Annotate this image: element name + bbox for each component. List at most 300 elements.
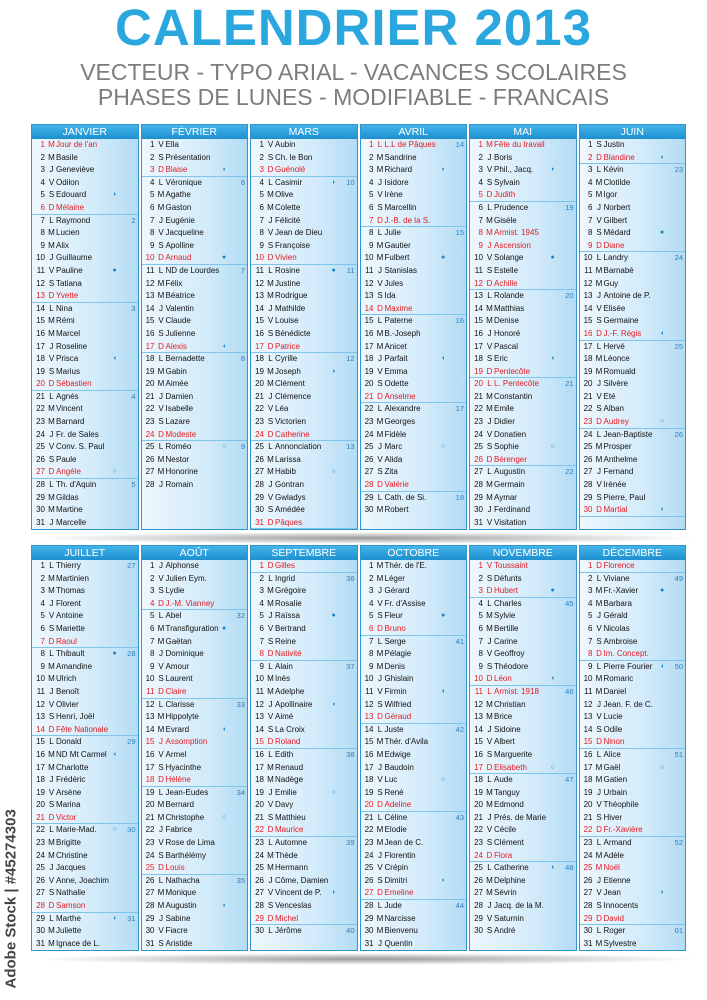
day-number: 2 xyxy=(369,573,374,583)
day-row xyxy=(142,328,248,341)
saint-name: Roseline xyxy=(56,341,88,351)
weekday-letter: S xyxy=(158,674,164,684)
saint-name: Cyrille xyxy=(275,354,298,364)
day-number: 22 xyxy=(255,404,264,414)
day-number: 15 xyxy=(364,737,374,747)
week-number: 4 xyxy=(131,391,136,401)
weekday-letter: V xyxy=(48,875,55,885)
saint-name: Donald xyxy=(56,737,82,747)
weekday-letter: V xyxy=(486,341,493,351)
saint-name: Fleur xyxy=(384,611,403,621)
weekday-letter: D xyxy=(158,863,164,873)
saint-name: Théophile xyxy=(603,800,639,810)
weekday-letter: L xyxy=(596,926,602,936)
moon-phase-icon: ◗ xyxy=(112,914,117,922)
saint-name: Jacques xyxy=(56,863,86,873)
moon-phase-icon: ○ xyxy=(550,443,555,451)
day-row xyxy=(470,648,576,661)
weekday-letter: J xyxy=(49,517,54,527)
saint-name: Sylvestre xyxy=(603,938,637,948)
day-number: 23 xyxy=(583,417,593,427)
day-row xyxy=(32,164,138,177)
day-row xyxy=(361,466,467,479)
day-row xyxy=(361,636,467,649)
day-number: 30 xyxy=(583,926,593,936)
day-row xyxy=(470,900,576,913)
weekday-letter: M xyxy=(376,573,384,583)
weekday-letter: M xyxy=(376,417,384,427)
day-number: 14 xyxy=(145,724,155,734)
day-row xyxy=(251,774,357,787)
day-number: 9 xyxy=(259,661,264,671)
day-row xyxy=(32,925,138,938)
weekday-letter: M xyxy=(486,787,493,797)
day-number: 11 xyxy=(584,265,593,275)
weekday-letter: V xyxy=(596,712,602,722)
saint-name: Rolande xyxy=(494,291,524,301)
saint-name: Marina xyxy=(56,800,81,810)
day-number: 16 xyxy=(583,749,593,759)
weekday-letter: V xyxy=(48,699,55,709)
weekday-letter: M xyxy=(48,417,55,427)
day-row xyxy=(361,177,467,190)
saint-name: Adelphe xyxy=(275,686,305,696)
weekday-letter: J xyxy=(487,240,492,250)
weekday-letter: L xyxy=(377,404,383,414)
day-row xyxy=(470,699,576,712)
day-number: 20 xyxy=(255,379,264,389)
week-number: 39 xyxy=(346,838,355,848)
moon-phase-icon: ◖ xyxy=(112,750,117,758)
day-row xyxy=(32,240,138,253)
day-number: 5 xyxy=(150,611,155,621)
saint-name: Norbert xyxy=(603,202,631,212)
day-row xyxy=(251,429,357,442)
day-number: 15 xyxy=(145,316,155,326)
day-row xyxy=(32,787,138,800)
day-row xyxy=(32,799,138,812)
month-column xyxy=(31,545,139,951)
day-number: 31 xyxy=(255,517,264,527)
saint-name: Armist. 1945 xyxy=(494,228,539,238)
day-row xyxy=(142,623,248,636)
weekday-letter: M xyxy=(376,737,384,747)
week-number: 8 xyxy=(240,354,245,364)
day-row xyxy=(470,227,576,240)
day-row xyxy=(361,303,467,316)
day-row xyxy=(142,560,248,573)
saint-name: Nathacha xyxy=(165,875,200,885)
weekday-letter: S xyxy=(596,724,602,734)
saint-name: Marie-Mad. xyxy=(56,825,97,835)
day-number: 23 xyxy=(364,417,374,427)
weekday-letter: S xyxy=(158,240,164,250)
day-row xyxy=(580,661,686,674)
day-row xyxy=(251,278,357,291)
saint-name: Honoré xyxy=(494,328,521,338)
weekday-letter: M xyxy=(376,152,384,162)
saint-name: Zita xyxy=(384,467,398,477)
day-row xyxy=(470,303,576,316)
weekday-letter: L xyxy=(158,875,164,885)
weekday-letter: V xyxy=(596,888,602,898)
weekday-letter: L xyxy=(49,825,54,835)
week-number: 43 xyxy=(455,812,464,822)
day-number: 28 xyxy=(145,901,155,911)
saint-name: Antoine xyxy=(56,611,84,621)
saint-name: Firmin xyxy=(384,686,407,696)
day-number: 23 xyxy=(36,417,45,427)
weekday-letter: J xyxy=(487,505,492,515)
day-number: 19 xyxy=(583,366,593,376)
saint-name: Charles xyxy=(494,598,522,608)
day-number: 14 xyxy=(36,724,45,734)
weekday-letter: D xyxy=(158,341,164,351)
weekday-letter: J xyxy=(487,636,492,646)
day-number: 22 xyxy=(474,404,483,414)
saint-name: Hermann xyxy=(275,863,308,873)
moon-phase-icon: ◖ xyxy=(550,675,555,683)
moon-phase-icon: ● xyxy=(222,254,227,262)
day-number: 24 xyxy=(474,429,483,439)
weekday-letter: L xyxy=(377,901,383,911)
week-number: 37 xyxy=(346,661,355,671)
day-row xyxy=(580,736,686,749)
day-number: 24 xyxy=(145,429,155,439)
day-number: 16 xyxy=(36,749,45,759)
saint-name: Aristide xyxy=(165,938,193,948)
day-number: 3 xyxy=(259,586,264,596)
moon-phase-icon: ◖ xyxy=(660,329,665,337)
saint-name: Parfait xyxy=(384,354,408,364)
day-number: 10 xyxy=(583,253,593,263)
moon-phase-icon: ● xyxy=(441,254,446,262)
weekday-letter: D xyxy=(158,598,164,608)
day-number: 20 xyxy=(255,800,264,810)
saint-name: Jean de Dieu xyxy=(275,228,323,238)
day-number: 14 xyxy=(364,303,374,313)
day-number: 22 xyxy=(145,825,155,835)
saint-name: Anselme xyxy=(384,391,416,401)
weekday-letter: L xyxy=(268,838,273,848)
saint-name: Boris xyxy=(494,152,513,162)
day-number: 3 xyxy=(478,165,483,175)
weekday-letter: M xyxy=(486,699,493,709)
day-row xyxy=(32,466,138,479)
day-row xyxy=(580,315,686,328)
day-row xyxy=(361,938,467,951)
weekday-letter: M xyxy=(595,177,603,187)
weekday-letter: S xyxy=(377,291,383,301)
saint-name: Basile xyxy=(56,152,78,162)
day-number: 26 xyxy=(145,454,155,464)
moon-phase-icon: ○ xyxy=(222,813,227,821)
moon-phase-icon: ○ xyxy=(331,788,336,796)
weekday-letter: L xyxy=(487,467,492,477)
day-row xyxy=(251,887,357,900)
day-number: 17 xyxy=(36,341,45,351)
saint-name: Félix xyxy=(165,278,183,288)
day-number: 12 xyxy=(36,699,45,709)
day-row xyxy=(361,164,467,177)
weekday-letter: M xyxy=(267,598,274,608)
month-column xyxy=(360,545,468,951)
saint-name: Olivier xyxy=(56,699,79,709)
weekday-letter: J xyxy=(268,699,273,709)
day-row xyxy=(361,925,467,938)
day-row xyxy=(32,573,138,586)
weekday-letter: V xyxy=(267,712,274,722)
saint-name: Matthieu xyxy=(275,812,306,822)
weekday-letter: M xyxy=(157,190,165,200)
day-number: 20 xyxy=(145,800,155,810)
weekday-letter: D xyxy=(486,278,493,288)
saint-name: Sandrine xyxy=(384,152,417,162)
day-number: 13 xyxy=(474,712,483,722)
saint-name: Justin xyxy=(603,140,625,149)
day-number: 17 xyxy=(364,762,374,772)
saint-name: Christophe xyxy=(165,812,205,822)
day-row xyxy=(251,479,357,492)
saint-name: Florent xyxy=(56,598,81,608)
day-number: 22 xyxy=(255,825,264,835)
day-number: 8 xyxy=(40,228,45,238)
day-number: 6 xyxy=(40,623,45,633)
day-number: 4 xyxy=(259,598,264,608)
weekday-letter: J xyxy=(597,699,601,709)
day-row xyxy=(580,353,686,366)
week-number: 38 xyxy=(346,749,355,759)
saint-name: Samson xyxy=(56,901,86,911)
months-row-jan-jun xyxy=(31,124,700,530)
day-number: 30 xyxy=(255,505,264,515)
saint-name: Vivien xyxy=(275,253,297,263)
saint-name: Julie xyxy=(384,228,401,238)
day-row xyxy=(361,328,467,341)
weekday-letter: M xyxy=(376,749,384,759)
day-row xyxy=(361,416,467,429)
saint-name: Hyacinthe xyxy=(165,762,202,772)
day-row xyxy=(142,711,248,724)
weekday-letter: M xyxy=(48,762,55,772)
day-row xyxy=(251,265,357,278)
day-number: 16 xyxy=(364,328,374,338)
weekday-letter: M xyxy=(595,686,603,696)
saint-name: Olive xyxy=(275,190,294,200)
weekday-letter: D xyxy=(48,202,55,212)
moon-phase-icon: ◖ xyxy=(222,725,227,733)
weekday-letter: V xyxy=(158,573,164,583)
day-number: 21 xyxy=(583,812,593,822)
weekday-letter: M xyxy=(595,775,603,785)
saint-name: Etienne xyxy=(603,875,631,885)
day-number: 27 xyxy=(36,888,45,898)
weekday-letter: S xyxy=(158,152,164,162)
day-number: 16 xyxy=(474,749,483,759)
day-number: 11 xyxy=(365,265,374,275)
day-row xyxy=(361,240,467,253)
weekday-letter: J xyxy=(378,442,382,452)
month-column xyxy=(469,124,577,530)
day-number: 4 xyxy=(478,177,483,187)
saint-name: Catherine xyxy=(494,863,529,873)
day-row xyxy=(580,598,686,611)
day-number: 4 xyxy=(40,598,45,608)
moon-phase-icon: ◖ xyxy=(331,367,336,375)
weekday-letter: S xyxy=(596,901,602,911)
day-number: 20 xyxy=(474,800,483,810)
moon-phase-icon: ● xyxy=(660,229,665,237)
weekday-letter: V xyxy=(486,913,493,923)
day-number: 12 xyxy=(255,278,264,288)
saint-name: Georges xyxy=(384,417,416,427)
day-number: 18 xyxy=(36,775,45,785)
day-number: 1 xyxy=(40,140,45,149)
weekday-letter: M xyxy=(376,341,384,351)
day-number: 25 xyxy=(474,863,483,873)
saint-name: Sidoine xyxy=(494,724,521,734)
weekday-letter: M xyxy=(48,404,55,414)
day-number: 24 xyxy=(474,850,483,860)
saint-name: Fabrice xyxy=(165,825,193,835)
weekday-letter: S xyxy=(377,611,383,621)
week-number: 44 xyxy=(455,901,464,911)
day-number: 1 xyxy=(478,140,483,149)
day-row xyxy=(361,673,467,686)
day-row xyxy=(361,441,467,454)
day-number: 16 xyxy=(145,328,155,338)
day-row xyxy=(580,673,686,686)
weekday-letter: L xyxy=(596,573,602,583)
saint-name: Innocents xyxy=(603,901,639,911)
weekday-letter: J xyxy=(378,177,382,187)
day-row xyxy=(251,824,357,837)
day-row xyxy=(251,560,357,573)
saint-name: Côme, Damien xyxy=(275,875,329,885)
weekday-letter: L xyxy=(377,228,383,238)
weekday-letter: S xyxy=(158,417,164,427)
saint-name: Jean. F. de C. xyxy=(603,699,653,709)
saint-name: Diane xyxy=(603,240,625,250)
saint-name: Assomption xyxy=(165,737,208,747)
saint-name: Félicité xyxy=(275,215,301,225)
day-row xyxy=(470,850,576,863)
week-number: 51 xyxy=(674,749,683,759)
weekday-letter: V xyxy=(267,316,274,326)
day-row xyxy=(361,315,467,328)
weekday-letter: D xyxy=(267,165,274,175)
week-number: 40 xyxy=(346,926,355,936)
saint-name: Fête Nationale xyxy=(56,724,109,734)
saint-name: Thér. d'Avila xyxy=(384,737,429,747)
day-row xyxy=(251,762,357,775)
weekday-letter: M xyxy=(595,598,603,608)
weekday-letter: S xyxy=(377,467,383,477)
day-number: 25 xyxy=(364,442,374,452)
saint-name: Isabelle xyxy=(165,404,194,414)
day-row xyxy=(361,560,467,573)
day-number: 17 xyxy=(583,341,593,351)
weekday-letter: M xyxy=(376,505,384,515)
day-number: 15 xyxy=(474,737,483,747)
saint-name: Bienvenu xyxy=(384,926,418,936)
day-row xyxy=(142,466,248,479)
day-row xyxy=(580,328,686,341)
saint-name: Barnabé xyxy=(603,265,634,275)
saint-name: Fr.-Xavière xyxy=(603,825,643,835)
saint-name: Habib xyxy=(275,467,296,477)
weekday-letter: D xyxy=(486,586,493,596)
day-row xyxy=(142,139,248,152)
week-number: 01 xyxy=(674,926,683,936)
day-number: 19 xyxy=(145,366,155,376)
day-number: 16 xyxy=(364,749,374,759)
saint-name: Martinien xyxy=(56,573,89,583)
weekday-letter: L xyxy=(487,686,492,696)
day-number: 21 xyxy=(36,812,45,822)
saint-name: Roland xyxy=(275,737,301,747)
weekday-letter: M xyxy=(157,636,165,646)
day-row xyxy=(470,492,576,505)
weekday-letter: M xyxy=(157,800,165,810)
day-row xyxy=(470,661,576,674)
day-row xyxy=(361,573,467,586)
day-number: 6 xyxy=(588,202,593,212)
saint-name: Hiver xyxy=(603,812,623,822)
day-number: 8 xyxy=(478,649,483,659)
day-row xyxy=(32,623,138,636)
saint-name: Arsène xyxy=(56,787,82,797)
saint-name: René xyxy=(384,787,404,797)
moon-phase-icon: ◖ xyxy=(441,687,446,695)
day-row xyxy=(251,177,357,190)
weekday-letter: D xyxy=(158,686,164,696)
day-number: 26 xyxy=(364,875,374,885)
day-number: 8 xyxy=(259,649,264,659)
saint-name: Romain xyxy=(165,480,194,490)
weekday-letter: S xyxy=(48,623,55,633)
day-row xyxy=(142,252,248,265)
day-row xyxy=(361,711,467,724)
day-number: 11 xyxy=(36,686,45,696)
day-row xyxy=(251,711,357,724)
weekday-letter: M xyxy=(267,291,274,301)
saint-name: Achille xyxy=(494,278,518,288)
day-row xyxy=(142,303,248,316)
day-row xyxy=(361,686,467,699)
day-number: 13 xyxy=(583,291,593,301)
month-header: JUIN xyxy=(580,125,686,139)
day-row xyxy=(580,573,686,586)
day-number: 24 xyxy=(255,850,264,860)
saint-name: Agnès xyxy=(56,391,79,401)
months-row-jul-dec xyxy=(31,545,700,951)
day-row xyxy=(470,341,576,354)
day-row xyxy=(32,560,138,573)
saint-name: Lazare xyxy=(165,417,190,427)
day-number: 11 xyxy=(365,686,374,696)
saint-name: Blandine xyxy=(603,152,635,162)
weekday-letter: V xyxy=(267,140,274,149)
saint-name: Guillaume xyxy=(56,253,93,263)
saint-name: Thér. de l'E. xyxy=(384,561,427,570)
week-number: 29 xyxy=(127,737,136,747)
day-row xyxy=(251,837,357,850)
weekday-letter: J xyxy=(268,875,273,885)
saint-name: Adèle xyxy=(603,850,624,860)
weekday-letter: J xyxy=(49,253,54,263)
saint-name: Flora xyxy=(494,850,513,860)
